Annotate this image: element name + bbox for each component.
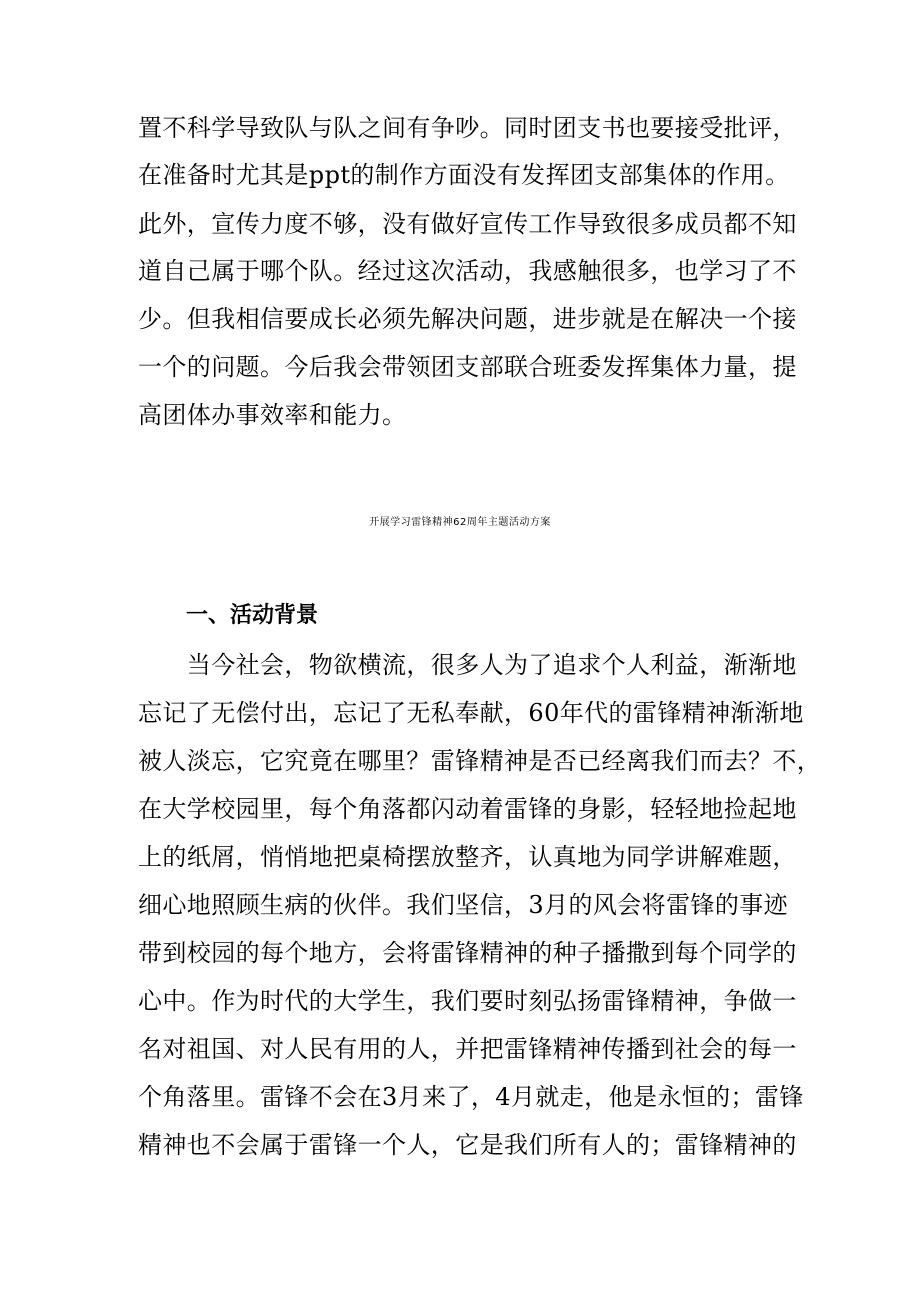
paragraph-line: 被人淡忘，它究竟在哪里？雷锋精神是否已经离我们而去？不， [138, 747, 822, 775]
paragraph-line: 在准备时尤其是ppt的制作方面没有发挥团支部集体的作用。 [138, 161, 790, 189]
paragraph-line: 当今社会，物欲横流，很多人为了追求个人利益，渐渐地 [138, 651, 797, 679]
paragraph-line: 此外，宣传力度不够，没有做好宣传工作导致很多成员都不知 [138, 210, 797, 238]
paragraph-line: 在大学校园里，每个角落都闪动着雷锋的身影，轻轻地捡起地 [138, 795, 797, 823]
paragraph-line: 精神也不会属于雷锋一个人，它是我们所有人的；雷锋精神的 [138, 1131, 797, 1159]
section-heading: 一、活动背景 [186, 603, 319, 628]
paragraph-line: 置不科学导致队与队之间有争吵。同时团支书也要接受批评， [138, 114, 797, 142]
paragraph-line: 上的纸屑，悄悄地把桌椅摆放整齐，认真地为同学讲解难题， [138, 843, 797, 871]
paragraph-line: 心中。作为时代的大学生，我们要时刻弘扬雷锋精神，争做一 [138, 987, 797, 1015]
paragraph-line: 忘记了无偿付出，忘记了无私奉献，60年代的雷锋精神渐渐地 [138, 699, 804, 727]
paragraph-line: 一个的问题。今后我会带领团支部联合班委发挥集体力量，提 [138, 353, 797, 381]
document-title: 开展学习雷锋精神62周年主题活动方案 [369, 517, 551, 528]
paragraph-line: 名对祖国、对人民有用的人，并把雷锋精神传播到社会的每一 [138, 1035, 797, 1063]
paragraph-line: 道自己属于哪个队。经过这次活动，我感触很多，也学习了不 [138, 257, 797, 285]
paragraph-line: 少。但我相信要成长必须先解决问题，进步就是在解决一个接 [138, 305, 797, 333]
paragraph-line: 高团体办事效率和能力。 [138, 401, 407, 429]
paragraph-line: 带到校园的每个地方，会将雷锋精神的种子播撒到每个同学的 [138, 939, 797, 967]
paragraph-line: 细心地照顾生病的伙伴。我们坚信，3月的风会将雷锋的事迹 [138, 891, 789, 919]
paragraph-line: 个角落里。雷锋不会在3月来了，4月就走，他是永恒的；雷锋 [138, 1083, 804, 1111]
